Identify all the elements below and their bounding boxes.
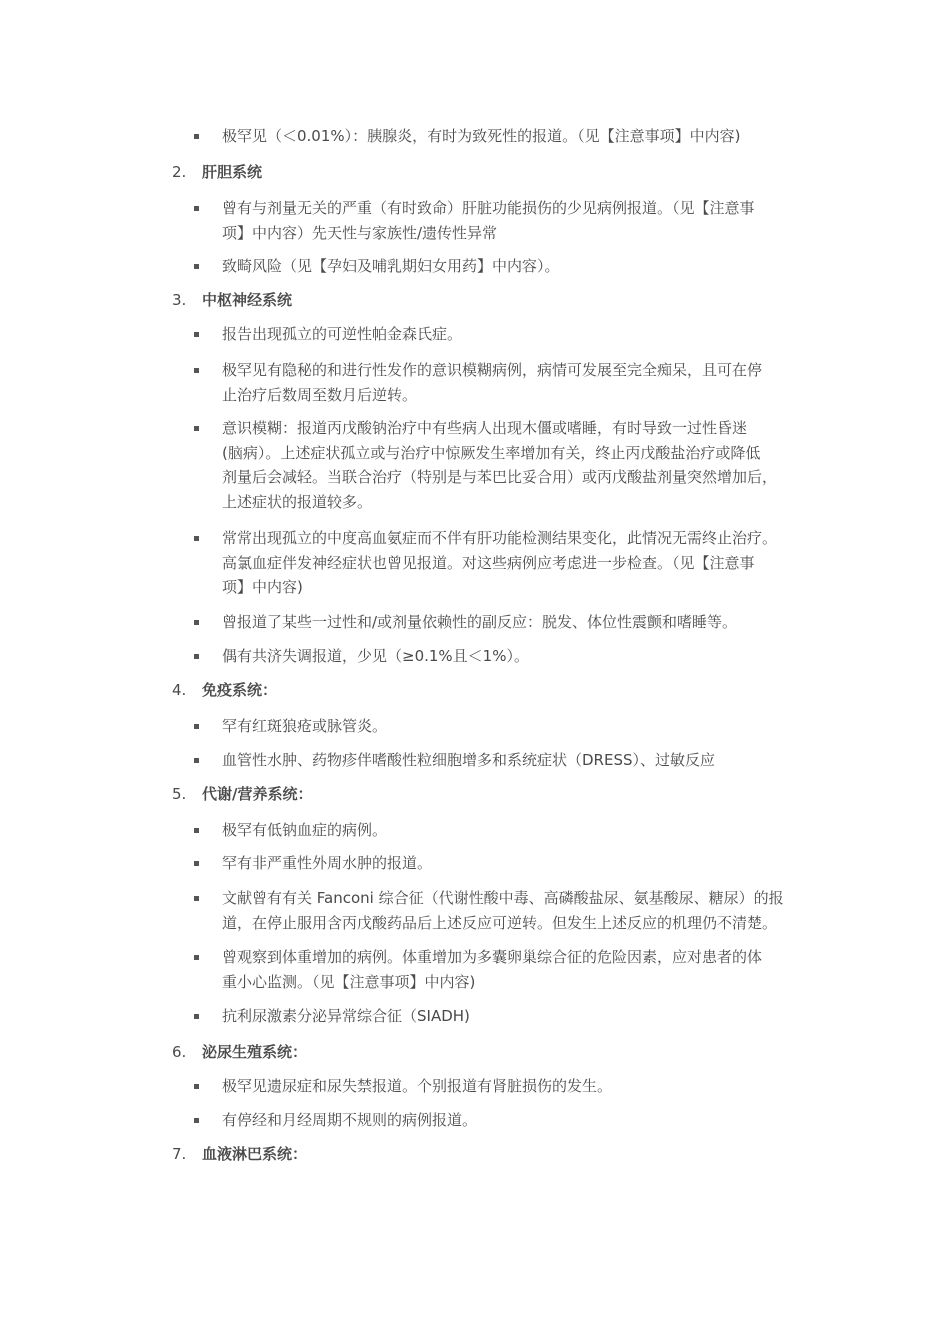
list-item-line: 项】中内容）先天性与家族性/遗传性异常 <box>222 223 498 242</box>
section-heading <box>0 1142 950 1166</box>
bullet-icon <box>194 368 199 373</box>
bullet-icon <box>194 654 199 659</box>
list-item-text <box>222 1004 812 1029</box>
list-item-line: 血管性水肿、药物疹伴嗜酸性粒细胞增多和系统症状（DRESS）、过敏反应 <box>222 751 715 769</box>
bullet-icon <box>194 264 199 269</box>
list-item-line: 常常出现孤立的中度高血氨症而不伴有肝功能检测结果变化，此情况无需终止治疗。 <box>222 529 778 547</box>
list-item-text <box>222 714 812 739</box>
section-heading <box>0 288 950 312</box>
list-item-line: 意识模糊：报道丙戊酸钠治疗中有些病人出现木僵或嗜睡，有时导致一过性昏迷 <box>222 419 748 437</box>
section-title: 中枢神经系统 <box>202 291 293 309</box>
list-item-line: 曾观察到体重增加的病例。体重增加为多囊卵巢综合征的危险因素，应对患者的体 <box>222 948 763 966</box>
list-item-text <box>222 1108 812 1133</box>
list-item-line: 极罕见（＜0.01%）：胰腺炎，有时为致死性的报道。（见【注意事项】中内容) <box>222 127 741 145</box>
list-item-line: 致畸风险（见【孕妇及哺乳期妇女用药】中内容）。 <box>222 257 560 275</box>
list-item-text <box>222 322 812 347</box>
list-item-line: 偶有共济失调报道，少见（≥0.1%且＜1%）。 <box>222 647 529 665</box>
list-item-text <box>222 945 812 994</box>
section-title: 血液淋巴系统： <box>202 1145 308 1163</box>
section-heading <box>0 678 950 702</box>
list-item-line: 报告出现孤立的可逆性帕金森氏症。 <box>222 325 463 343</box>
list-item-line: 道，在停止服用含丙戊酸药品后上述反应可逆转。但发生上述反应的机理仍不清楚。 <box>222 913 778 932</box>
bullet-icon <box>194 758 199 763</box>
list-item-line: 极罕见有隐秘的和进行性发作的意识模糊病例，病情可发展至完全痴呆，且可在停 <box>222 361 763 379</box>
list-item-line: 曾报道了某些一过性和/或剂量依赖性的副反应：脱发、体位性震颤和嗜睡等。 <box>222 613 738 631</box>
list-item-text <box>222 748 812 773</box>
list-item <box>0 124 950 150</box>
section-number: 5. <box>172 785 187 803</box>
list-item-line: 罕有红斑狼疮或脉管炎。 <box>222 717 388 735</box>
list-item-text <box>222 526 812 600</box>
section-title: 免疫系统： <box>202 681 278 699</box>
list-item-line: 上述症状的报道较多。 <box>222 492 373 511</box>
section-heading <box>0 160 950 184</box>
list-item-text <box>222 416 812 514</box>
bullet-icon <box>194 1118 199 1123</box>
bullet-icon <box>194 536 199 541</box>
list-item-line: 曾有与剂量无关的严重（有时致命）肝脏功能损伤的少见病例报道。（见【注意事 <box>222 199 755 217</box>
bullet-icon <box>194 206 199 211</box>
list-item-text <box>222 124 812 149</box>
section-number: 3. <box>172 291 187 309</box>
list-item-text <box>222 610 812 635</box>
bullet-icon <box>194 332 199 337</box>
bullet-icon <box>194 426 199 431</box>
section-number: 6. <box>172 1043 187 1061</box>
section-title: 肝胆系统 <box>202 163 263 181</box>
list-item-line: 抗利尿激素分泌异常综合征（SIADH) <box>222 1007 470 1025</box>
bullet-icon <box>194 1084 199 1089</box>
list-item-text <box>222 851 812 876</box>
list-item-line: 罕有非严重性外周水肿的报道。 <box>222 854 433 872</box>
bullet-icon <box>194 620 199 625</box>
section-title: 泌尿生殖系统： <box>202 1043 308 1061</box>
list-item-text <box>222 886 812 935</box>
section-number: 2. <box>172 163 187 181</box>
list-item-line: 极罕有低钠血症的病例。 <box>222 821 388 839</box>
list-item-text <box>222 196 812 245</box>
section-heading <box>0 782 950 806</box>
bullet-icon <box>194 828 199 833</box>
list-item-line: 重小心监测。（见【注意事项】中内容) <box>222 972 476 991</box>
bullet-icon <box>194 1014 199 1019</box>
list-item-text <box>222 818 812 843</box>
section-number: 4. <box>172 681 187 699</box>
list-item-line: (脑病）。上述症状孤立或与治疗中惊厥发生率增加有关，终止丙戊酸盐治疗或降低 <box>222 443 761 462</box>
bullet-icon <box>194 134 199 139</box>
bullet-icon <box>194 896 199 901</box>
list-item-line: 有停经和月经周期不规则的病例报道。 <box>222 1111 478 1129</box>
list-item-line: 止治疗后数周至数月后逆转。 <box>222 385 418 404</box>
list-item-line: 项】中内容) <box>222 578 303 596</box>
list-item-line: 文献曾有有关 Fanconi 综合征（代谢性酸中毒、高磷酸盐尿、氨基酸尿、糖尿）的报 <box>222 889 784 907</box>
list-item-line: 高氯血症伴发神经症状也曾见报道。对这些病例应考虑进一步检查。（见【注意事 <box>222 553 755 572</box>
section-title: 代谢/营养系统： <box>202 785 313 803</box>
list-item-text <box>222 644 812 669</box>
section-heading <box>0 1040 950 1064</box>
list-item-text <box>222 1074 812 1099</box>
section-number: 7. <box>172 1145 187 1163</box>
list-item-text <box>222 358 812 407</box>
bullet-icon <box>194 724 199 729</box>
bullet-icon <box>194 955 199 960</box>
bullet-icon <box>194 861 199 866</box>
list-item-text <box>222 254 812 279</box>
list-item-line: 剂量后会减轻。当联合治疗（特别是与苯巴比妥合用）或丙戊酸盐剂量突然增加后， <box>222 468 778 486</box>
list-item-line: 极罕见遗尿症和尿失禁报道。个别报道有肾脏损伤的发生。 <box>222 1077 613 1095</box>
